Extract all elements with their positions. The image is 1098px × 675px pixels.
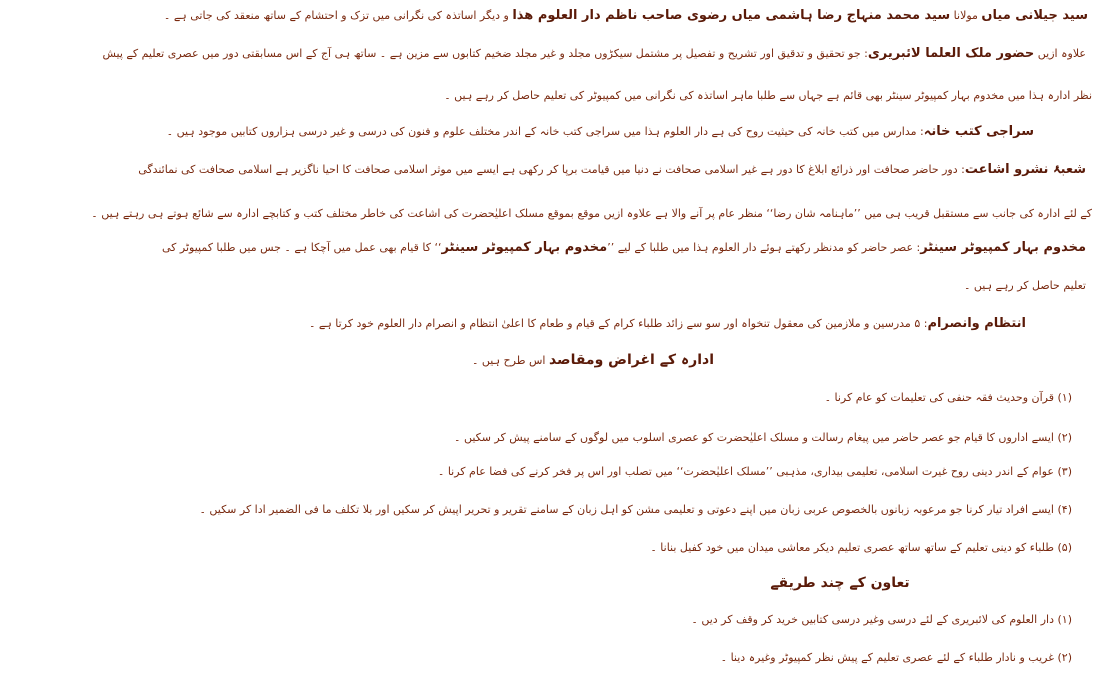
- cooperation-item-text: (۲) غریب و نادار طلباء کے لئے عصری تعلیم کے پیش نظر کمپیوٹر وغیرہ دینا ۔: [720, 651, 1072, 664]
- objectives-heading-bold: ادارہ کے اغراض ومقاصد: [548, 352, 714, 368]
- objective-item-text: (۱) قرآن وحدیث فقہ حنفی کی تعلیمات کو عام کرنا ۔: [824, 391, 1072, 404]
- objective-item-text: (۳) عوام کے اندر دینی روح غیرت اسلامی، تعلیمی بیداری، مذہبی ’’مسلک اعلیٰحضرت‘‘ میں تصلب اور اس پر فخر کرنے کی فضا عام کرنا ۔: [437, 465, 1072, 478]
- objective-item: [72, 462, 1072, 482]
- objective-item-text: (۴) ایسے افراد تیار کرنا جو مرعوبہ زبانوں بالخصوص عربی زبان میں اپنے دعوتی و تعلیمی مشن کو اہل زبان کے سامنے تقریر و تحریر اپیش کر سکیں اور بلا تکلف ما فی الضمیر ادا کر سکیں ۔: [199, 503, 1072, 516]
- publication-text-2: کے لئے ادارہ کی جانب سے مستقبل قریب ہی میں ’’ماہنامہ شان رضا‘‘ منظر عام پر آنے والا ہے علاوہ ازیں موقع بموقع مسلک اعلیٰحضرت کی اشاعت کی خاطر مختلف کتب و کتابچے ادارہ سے شائع ہوتے ہی رہتے ہیں ۔: [91, 207, 1092, 220]
- cooperation-item: [72, 648, 1072, 668]
- library-text-2: نظر ادارہ ہذا میں مخدوم بہار کمپیوٹر سینٹر بھی قائم ہے جہاں سے طلبا ماہر اساتذہ کی نگرانی میں کمپیوٹر کی تعلیم حاصل کر رہے ہیں ۔: [444, 89, 1092, 102]
- publication-line-2: [2, 204, 1092, 224]
- computer-bold2: مخدوم بہار کمپیوٹر سینٹر: [441, 240, 608, 255]
- intro-text2: و دیگر اساتذہ کی نگرانی میں تزک و احتشام کے ساتھ منعقد کی جاتی ہے ۔: [163, 9, 513, 22]
- objective-item: [72, 388, 1072, 408]
- sirajee-line: [4, 122, 1034, 142]
- intro-bold2: سید محمد منہاج رضا ہاشمی میاں رضوی صاحب ناظم دار العلوم ھذا: [512, 8, 951, 23]
- cooperation-heading-text: تعاون کے چند طریقے: [770, 575, 910, 591]
- cooperation-item: [72, 610, 1072, 630]
- publication-line-1: [6, 160, 1086, 180]
- computer-line-1: [6, 238, 1086, 258]
- sirajee-bold: سراجی کتب خانہ: [923, 124, 1034, 139]
- library-text: : جو تحقیق و تدقیق اور تشریح و تفصیل پر مشتمل سیکڑوں مجلد و غیر مجلد ضخیم کتابوں سے مزین ہے ۔ ساتھ ہی آج کے اس مسابقتی دور میں عصری تعلیم کے پیش: [102, 47, 868, 60]
- computer-text: : عصر حاضر کو مدنظر رکھتے ہوئے دار العلوم ہذا میں طلبا کے لیے ’’: [607, 241, 921, 254]
- computer-text-3: تعلیم حاصل کر رہے ہیں ۔: [963, 279, 1086, 292]
- publication-text: : دور حاضر صحافت اور ذرائع ابلاغ کا دور ہے غیر اسلامی صحافت نے دنیا میں قیامت برپا کر رکھی ہے ایسے میں موثر اسلامی صحافت کا احیا ناگزیر ہے اسلامی صحافت کی نمائندگی: [138, 163, 965, 176]
- cooperation-heading: [740, 572, 940, 594]
- intro-line: [3, 6, 1088, 26]
- library-pre: علاوہ ازیں: [1034, 47, 1086, 60]
- management-bold: انتظام وانصرام: [927, 316, 1026, 331]
- objective-item: [12, 500, 1072, 520]
- objectives-heading: [394, 350, 714, 371]
- objective-item-text: (۵) طلباء کو دینی تعلیم کے ساتھ ساتھ عصری تعلیم دیکر معاشی میدان میں خود کفیل بنانا ۔: [650, 541, 1072, 554]
- cooperation-item-text: (۱) دار العلوم کی لائبریری کے لئے درسی وغیر درسی کتابیں خرید کر وقف کر دیں ۔: [691, 613, 1072, 626]
- computer-bold: مخدوم بہار کمپیوٹر سینٹر: [920, 240, 1086, 255]
- management-text: : ۵ مدرسین و ملازمین کی معقول تنخواہ اور سو سے زائد طلباء کرام کے قیام و طعام کا اعلیٰ انتظام و انصرام دار العلوم خود کرتا ہے ۔: [308, 317, 928, 330]
- management-line: [226, 314, 1026, 334]
- intro-text: مولانا: [950, 9, 982, 22]
- sirajee-text: : مدارس میں کتب خانہ کی حیثیت روح کی ہے دار العلوم ہذا میں سراجی کتب خانہ کے اندر مختلف علوم و فنون کی درسی و غیر درسی ہزاروں کتابیں موجود ہیں ۔: [166, 125, 924, 138]
- objective-item: [72, 538, 1072, 558]
- computer-line-2: [786, 276, 1086, 296]
- library-line-1: [11, 44, 1086, 64]
- publication-bold: شعبۂ نشرو اشاعت: [964, 162, 1086, 177]
- objective-item: [72, 428, 1072, 448]
- objectives-heading-text: اس طرح ہیں ۔: [471, 354, 549, 367]
- library-bold: حضور ملک العلما لائبریری: [867, 46, 1035, 61]
- library-line-2: [2, 86, 1092, 106]
- computer-text2: ‘‘ کا قیام بھی عمل میں آچکا ہے ۔ جس میں طلبا کمپیوٹر کی: [161, 241, 442, 254]
- objective-item-text: (۲) ایسے اداروں کا قیام جو عصر حاضر میں پیغام رسالت و مسلک اعلیٰحضرت کو عصری اسلوب میں لوگوں کے سامنے پیش کر سکیں ۔: [454, 431, 1072, 444]
- intro-name-bold: سید جیلانی میاں: [981, 8, 1088, 23]
